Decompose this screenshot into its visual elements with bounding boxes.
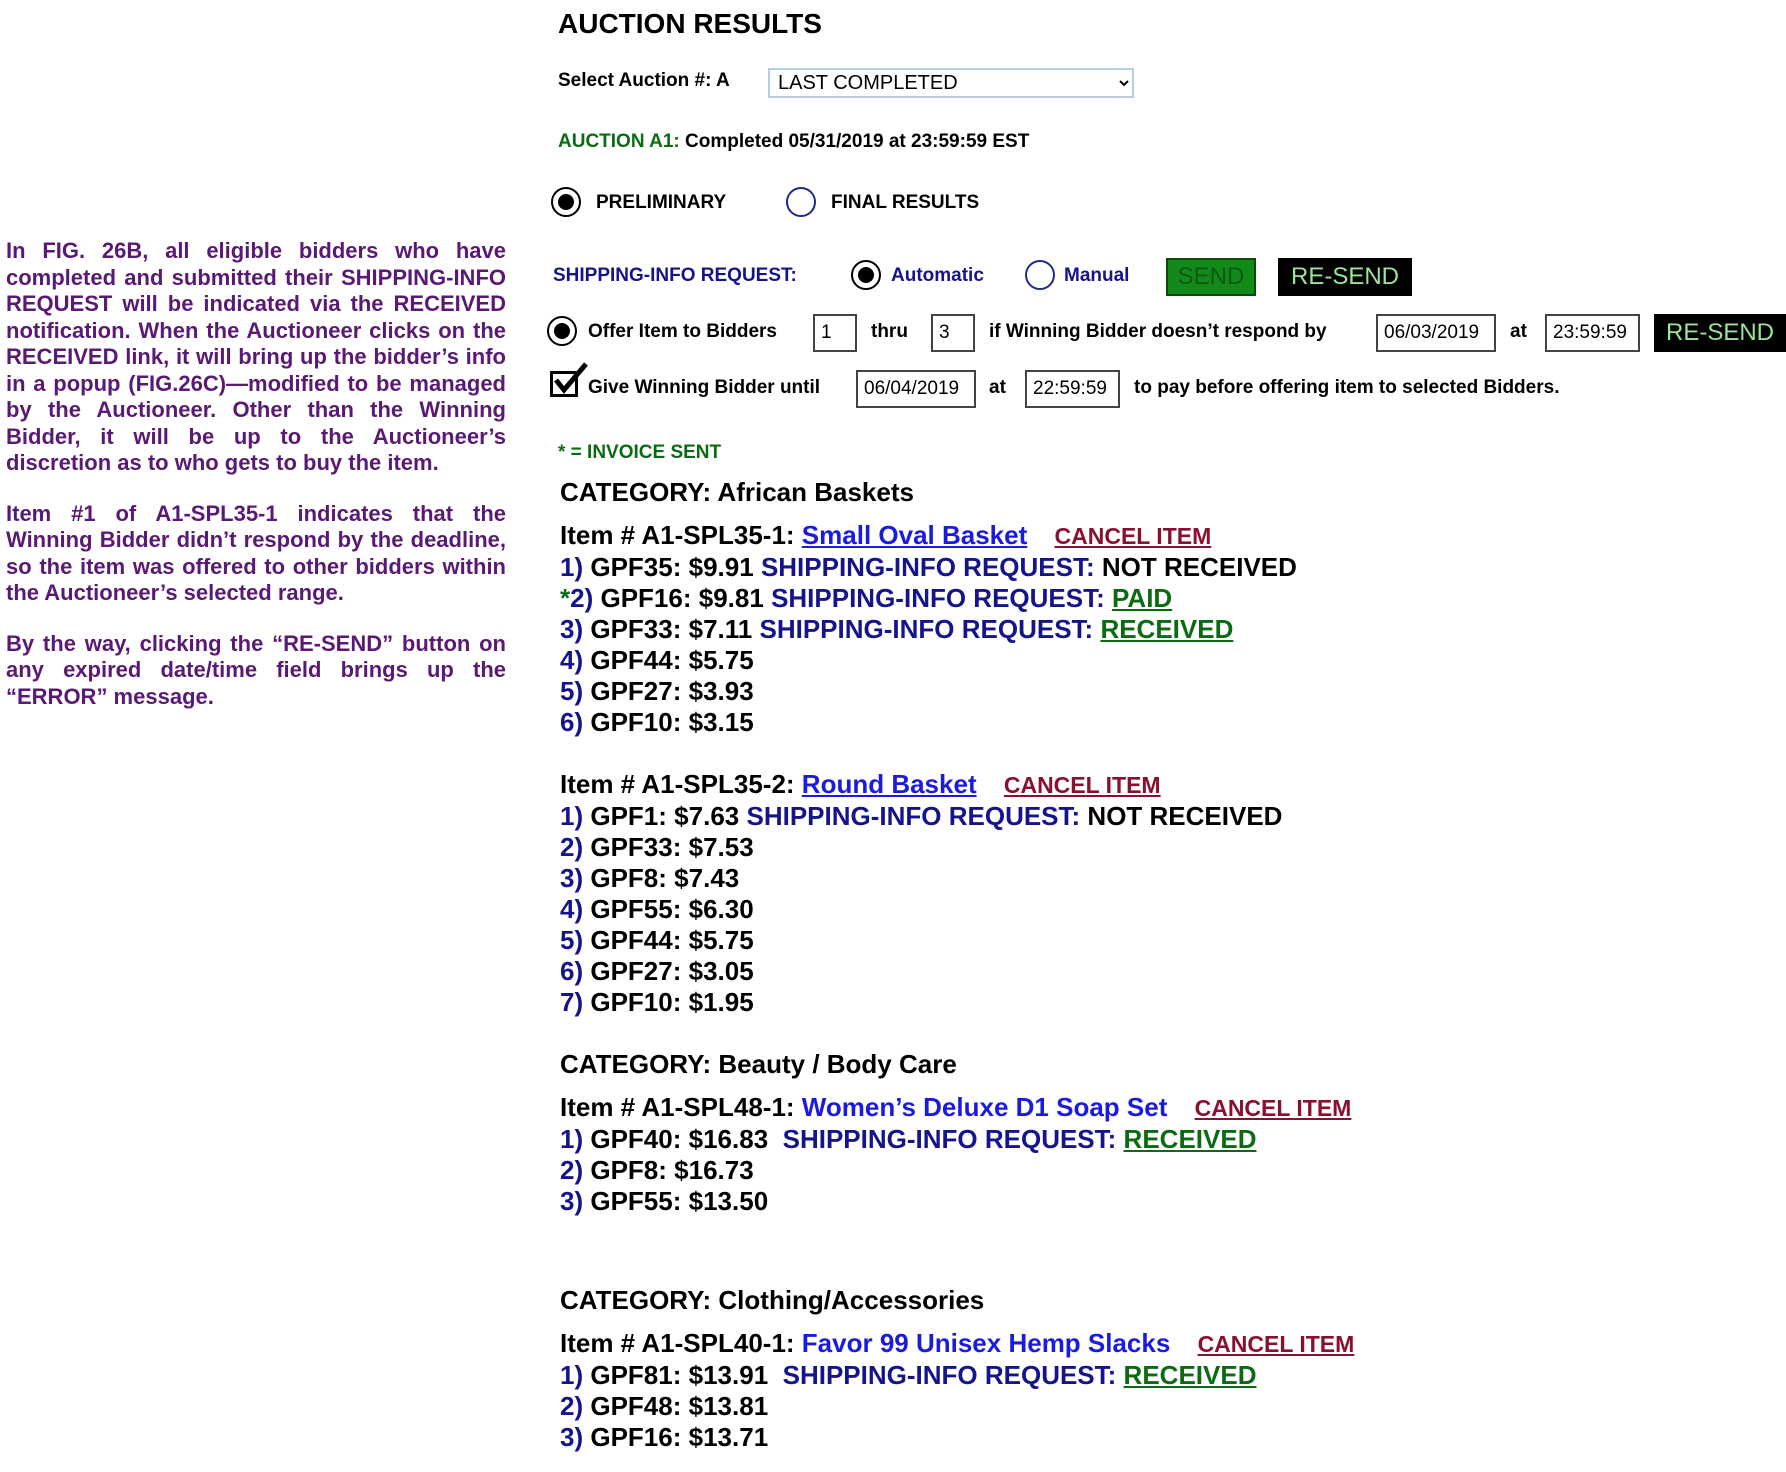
auction-status-text: Completed 05/31/2019 at 23:59:59 EST	[685, 131, 1030, 152]
send-button[interactable]: SEND	[1166, 258, 1256, 296]
give-suffix: to pay before offering item to selected Bidders.	[1134, 377, 1560, 398]
preliminary-label: PRELIMINARY	[596, 192, 727, 213]
note-paragraph: By the way, clicking the “RE-SEND” button on any expired date/time field brings up the “ERROR” message.	[6, 630, 506, 709]
shipping-request-label: SHIPPING-INFO REQUEST:	[553, 265, 797, 286]
preliminary-radio[interactable]	[551, 187, 581, 217]
received-link[interactable]: RECEIVED	[1100, 614, 1234, 644]
item-header	[560, 1328, 1354, 1360]
bid-row: 1) GPF1: $7.63 SHIPPING-INFO REQUEST: NOT RECEIVED	[560, 801, 1283, 831]
give-at-label: at	[989, 377, 1006, 398]
item-header	[560, 1092, 1354, 1124]
bid-status: NOT RECEIVED	[1101, 552, 1297, 582]
offer-resend-button[interactable]: RE-SEND	[1654, 314, 1786, 352]
bid-status: NOT RECEIVED	[1087, 801, 1283, 831]
offer-at-label: at	[1510, 321, 1527, 342]
received-link[interactable]: RECEIVED	[1123, 1124, 1257, 1154]
cancel-item-link[interactable]: CANCEL ITEM	[1194, 1095, 1352, 1121]
description-note	[6, 238, 506, 734]
cancel-item-link[interactable]: CANCEL ITEM	[1054, 523, 1212, 549]
offer-to-field[interactable]: 3	[931, 314, 975, 352]
category-title: CATEGORY: African Baskets	[560, 477, 914, 507]
manual-label: Manual	[1064, 265, 1130, 286]
offer-from-field[interactable]: 1	[813, 314, 857, 352]
bid-row: 3) GPF16: $13.71	[560, 1422, 769, 1452]
auction-status-prefix: AUCTION A1:	[558, 131, 680, 152]
item-number: Item # A1-SPL35-1:	[560, 520, 795, 550]
auction-select-label: Select Auction #: A	[558, 70, 730, 91]
bid-row: 3) GPF33: $7.11 SHIPPING-INFO REQUEST: RECEIVED	[560, 614, 1234, 644]
manual-radio[interactable]	[1025, 260, 1055, 290]
bid-row: 3) GPF8: $7.43	[560, 863, 740, 893]
invoice-star: *	[560, 583, 571, 613]
bid-row: 3) GPF55: $13.50	[560, 1186, 769, 1216]
shipping-resend-button[interactable]: RE-SEND	[1278, 258, 1412, 296]
cancel-item-link[interactable]: CANCEL ITEM	[1197, 1331, 1355, 1357]
bid-row: 2) GPF33: $7.53	[560, 832, 754, 862]
automatic-radio[interactable]	[851, 260, 881, 290]
bid-row: 4) GPF44: $5.75	[560, 645, 754, 675]
give-bidder-checkbox[interactable]	[550, 371, 578, 397]
item-number: Item # A1-SPL40-1:	[560, 1328, 795, 1358]
item-number: Item # A1-SPL48-1:	[560, 1092, 795, 1122]
final-results-radio[interactable]	[786, 187, 816, 217]
cancel-item-link[interactable]: CANCEL ITEM	[1003, 772, 1161, 798]
bid-row: 6) GPF10: $3.15	[560, 707, 754, 737]
item-number: Item # A1-SPL35-2:	[560, 769, 795, 799]
category-section	[560, 477, 1354, 1453]
final-results-label: FINAL RESULTS	[831, 192, 980, 213]
bid-row: 1) GPF81: $13.91 SHIPPING-INFO REQUEST: RECEIVED	[560, 1360, 1257, 1390]
bid-row: 1) GPF40: $16.83 SHIPPING-INFO REQUEST: RECEIVED	[560, 1124, 1257, 1154]
bid-row: 2) GPF48: $13.81	[560, 1391, 769, 1421]
item-name-link[interactable]: Round Basket	[801, 769, 977, 799]
offer-label: Offer Item to Bidders	[588, 321, 777, 342]
bid-row: 5) GPF44: $5.75	[560, 925, 754, 955]
give-bidder-label: Give Winning Bidder until	[588, 377, 821, 398]
bid-row: *2) GPF16: $9.81 SHIPPING-INFO REQUEST: PAID	[560, 583, 1173, 613]
paid-link[interactable]: PAID	[1112, 583, 1173, 613]
item-header	[560, 520, 1354, 552]
give-date-field[interactable]: 06/04/2019	[856, 370, 976, 408]
category-title: CATEGORY: Clothing/Accessories	[560, 1285, 985, 1315]
bid-row: 5) GPF27: $3.93	[560, 676, 754, 706]
thru-label: thru	[871, 321, 908, 342]
give-time-field[interactable]: 22:59:59	[1025, 370, 1120, 408]
bid-row: 6) GPF27: $3.05	[560, 956, 754, 986]
received-link[interactable]: RECEIVED	[1123, 1360, 1257, 1390]
bid-row: 4) GPF55: $6.30	[560, 894, 754, 924]
note-paragraph: In FIG. 26B, all eligible bidders who have completed and submitted their SHIPPING-INFO REQUEST will be indicated via the RECEIVED notification. When the Auctioneer clicks on the RECEIVED link, it will bring up the bidder’s info in a popup (FIG.26C)—modified to be managed by the Auctioneer. Other than the Winning Bidder, it will be up to the Auctioneer’s discretion as to who gets to buy the item.	[6, 238, 506, 475]
bid-row: 1) GPF35: $9.91 SHIPPING-INFO REQUEST: NOT RECEIVED	[560, 552, 1297, 582]
invoice-legend: * = INVOICE SENT	[558, 442, 722, 463]
offer-date-field[interactable]: 06/03/2019	[1376, 314, 1496, 352]
item-name-link[interactable]: Small Oval Basket	[801, 520, 1028, 550]
page-title: AUCTION RESULTS	[558, 8, 822, 39]
offer-radio[interactable]	[547, 316, 577, 346]
item-header	[560, 769, 1354, 801]
automatic-label: Automatic	[891, 265, 984, 286]
bid-row: 7) GPF10: $1.95	[560, 987, 754, 1017]
category-title: CATEGORY: Beauty / Body Care	[560, 1049, 957, 1079]
offer-time-field[interactable]: 23:59:59	[1545, 314, 1640, 352]
item-name: Favor 99 Unisex Hemp Slacks	[801, 1328, 1171, 1358]
offer-condition: if Winning Bidder doesn’t respond by	[989, 321, 1327, 342]
auction-status	[558, 131, 1029, 153]
auction-select[interactable]	[768, 68, 1134, 98]
note-paragraph: Item #1 of A1-SPL35-1 indicates that the Winning Bidder didn’t respond by the deadline, so the item was offered to other bidders within the Auctioneer’s selected range.	[6, 500, 506, 605]
bid-row: 2) GPF8: $16.73	[560, 1155, 754, 1185]
checkmark-icon	[550, 362, 590, 398]
item-name: Women’s Deluxe D1 Soap Set	[801, 1092, 1168, 1122]
